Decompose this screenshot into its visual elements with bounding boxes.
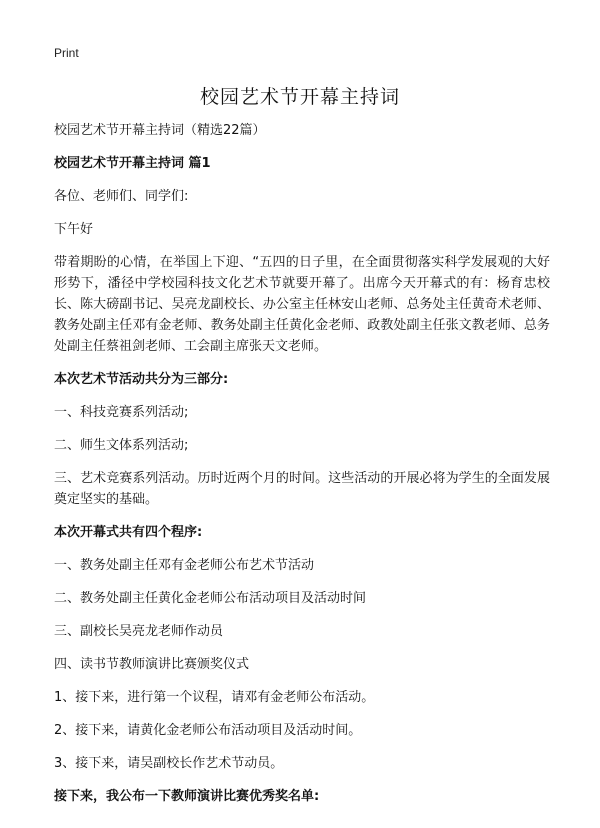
parts-heading: 本次艺术节活动共分为三部分:: [54, 372, 229, 387]
part-item-3: 三、艺术竞赛系列活动。历时近两个月的时间。这些活动的开展必将为学生的全面发展奠定坚实的基础。: [54, 471, 550, 507]
program-item-1: 一、教务处副主任邓有金老师公布艺术节活动: [54, 558, 315, 573]
part-item-2: 二、师生文体系列活动;: [54, 438, 189, 453]
print-label: Print: [54, 46, 79, 60]
program-item-2: 二、教务处副主任黄化金老师公布活动项目及活动时间: [54, 591, 367, 606]
section-heading: 校园艺术节开幕主持词 篇1: [54, 156, 211, 171]
step-item-2: 2、接下来，请黄化金老师公布活动项目及活动时间。: [54, 723, 362, 738]
greeting-line: 各位、老师们、同学们:: [54, 189, 189, 204]
final-heading: 接下来，我公布一下教师演讲比赛优秀奖名单:: [54, 789, 320, 804]
document-subtitle: 校园艺术节开幕主持词（精选22篇）: [54, 123, 266, 138]
program-item-3: 三、副校长吴亮龙老师作动员: [54, 624, 224, 639]
program-item-4: 四、读书节教师演讲比赛颁奖仪式: [54, 657, 250, 672]
intro-paragraph: 带着期盼的心情，在举国上下迎、“五四的日子里，在全面贯彻落实科学发展观的大好形势下，潘径中学校园科技文化艺术节就要开幕了。出席今天开幕式的有：杨育忠校长、陈大磅副书记、吴亮龙副校长、办公室主任林安山老师、总务处主任黄奇术老师、教务处副主任邓有金老师、教务处副主任黄化金老师、政教处副主任张文教老师、总务处副主任蔡祖剑老师、工会副主席张天文老师。: [54, 255, 550, 354]
program-heading: 本次开幕式共有四个程序:: [54, 525, 203, 540]
step-item-3: 3、接下来，请吴副校长作艺术节动员。: [54, 756, 284, 771]
step-item-1: 1、接下来，进行第一个议程，请邓有金老师公布活动。: [54, 690, 375, 705]
document-body: [54, 120, 550, 819]
hello-line: 下午好: [54, 222, 94, 237]
part-item-1: 一、科技竞赛系列活动;: [54, 405, 189, 420]
document-title: 校园艺术节开幕主持词: [199, 86, 400, 108]
